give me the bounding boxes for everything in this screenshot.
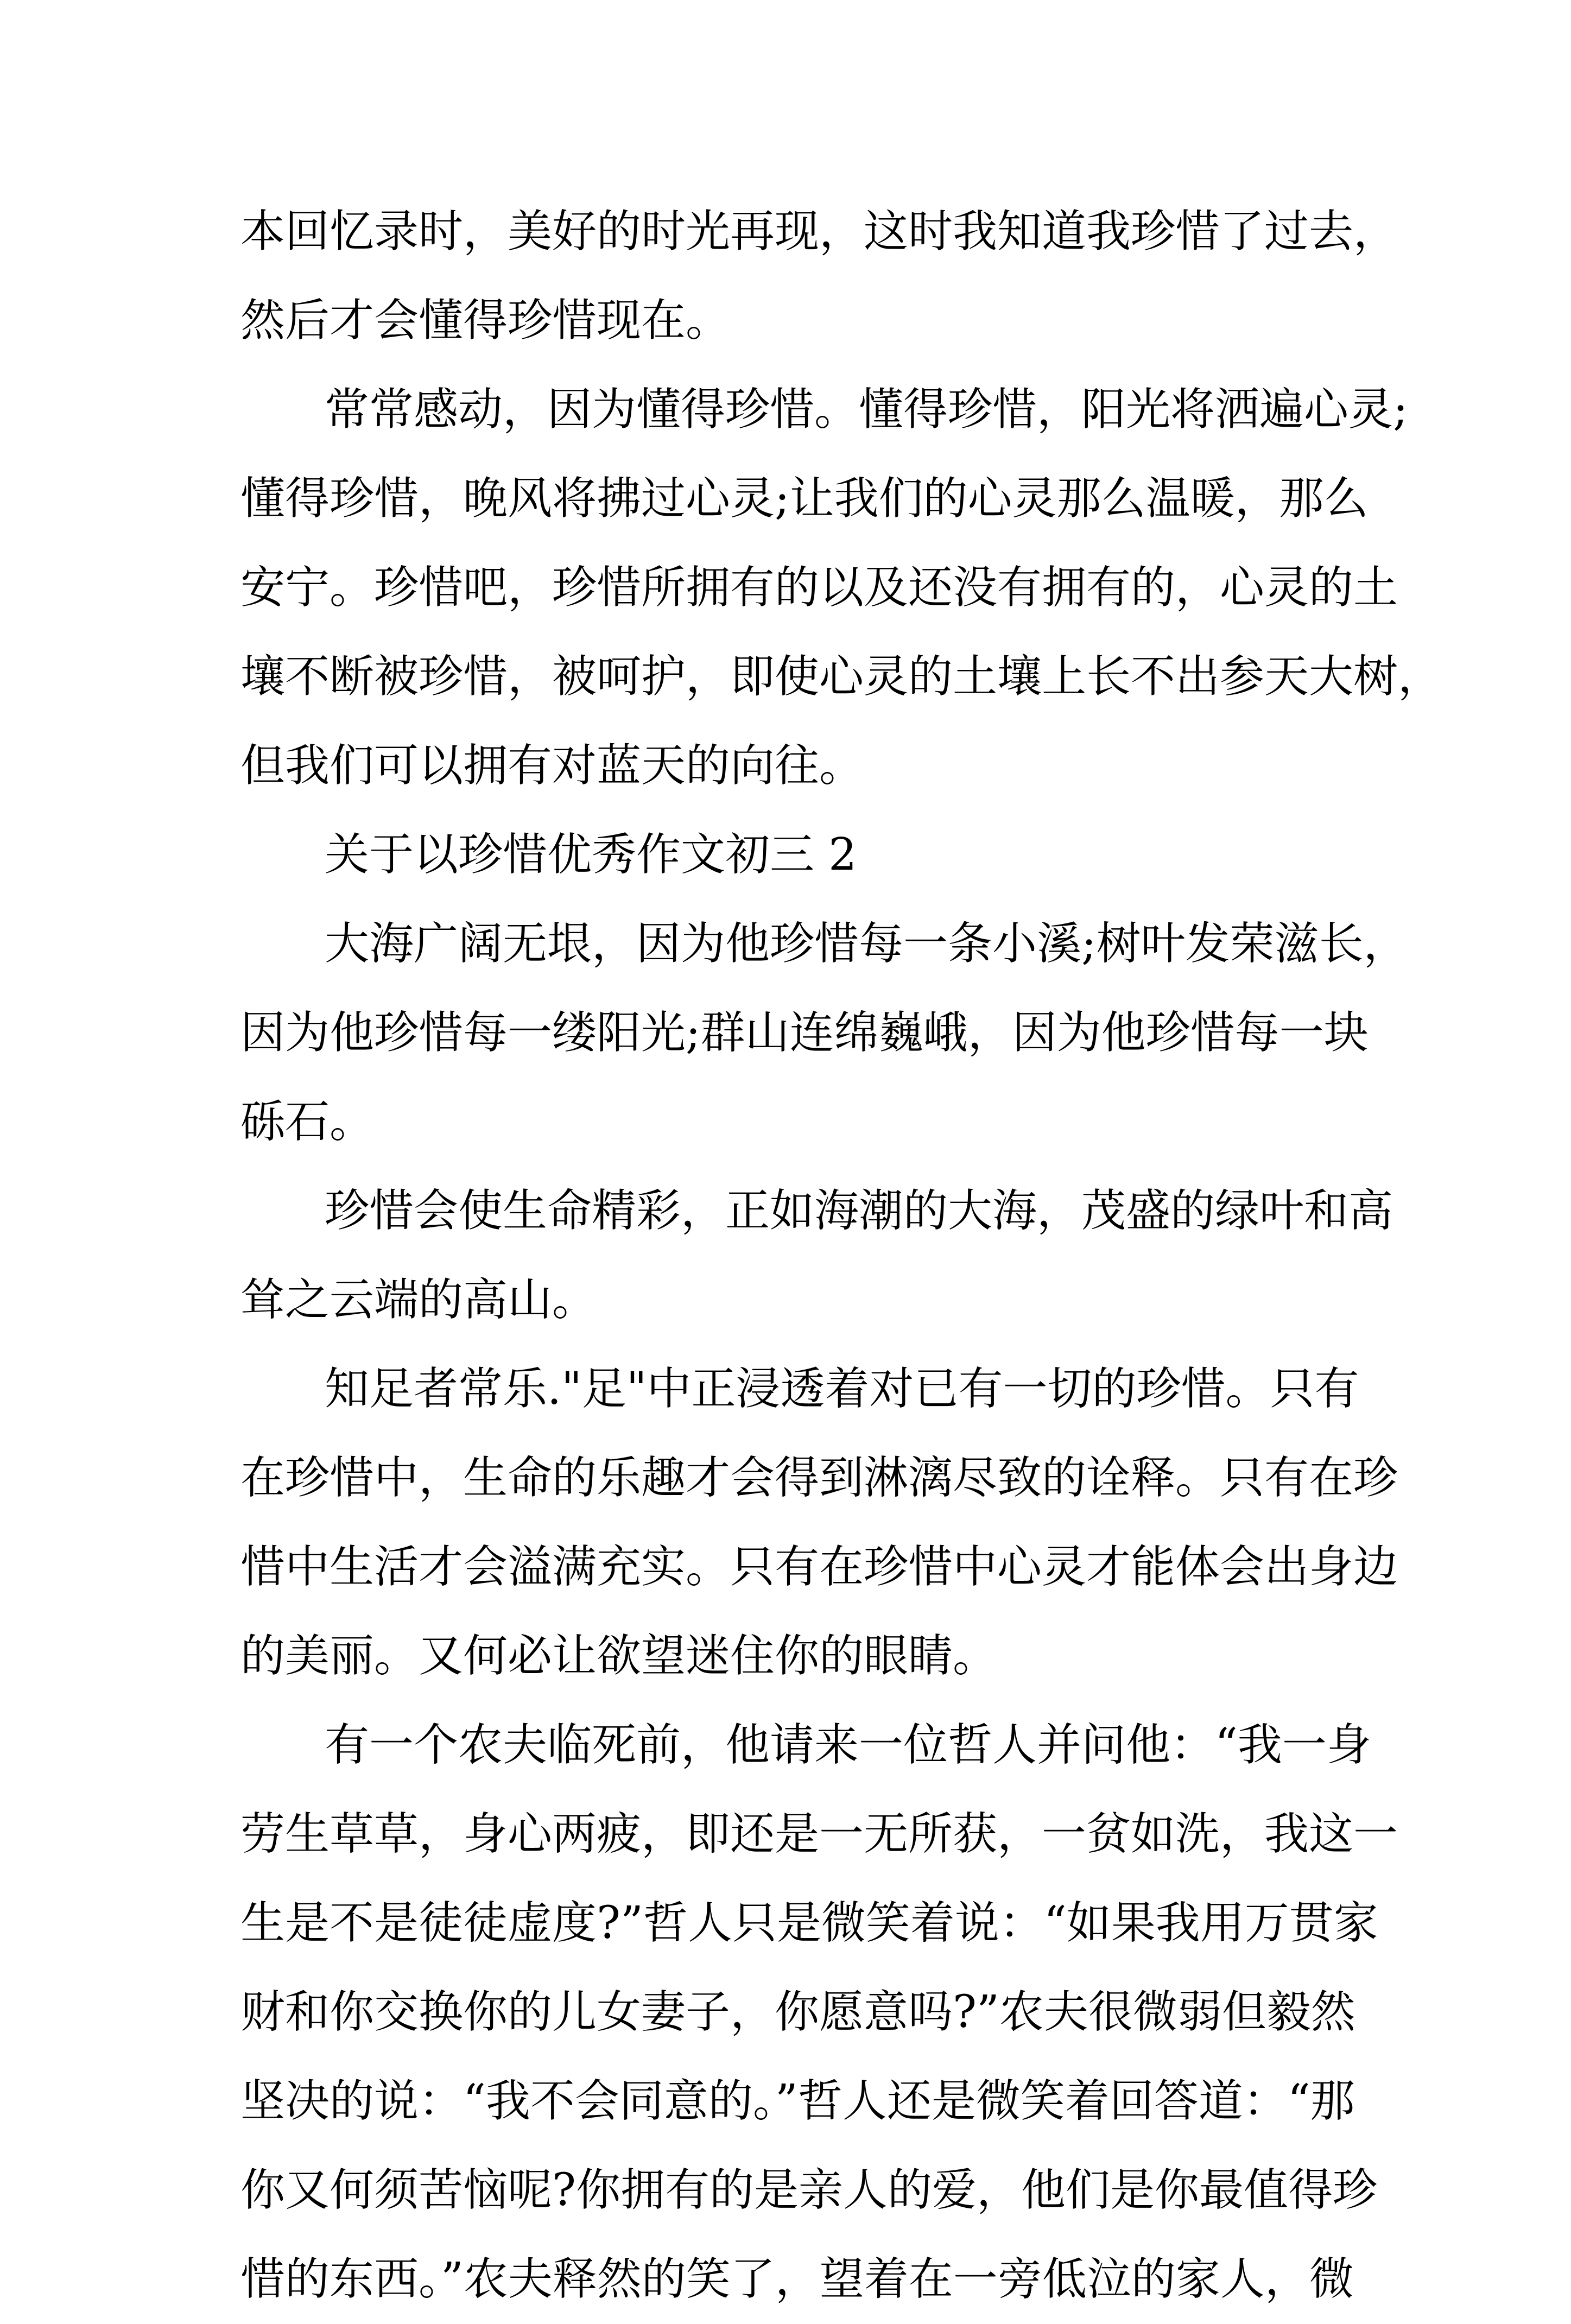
text-line: 有一个农夫临死前，他请来一位哲人并问他：“我一身 bbox=[325, 1719, 1371, 1771]
heading-text: 关于以珍惜优秀作文初三 2 bbox=[325, 829, 857, 881]
section-heading bbox=[240, 810, 1348, 900]
text-line: 坚决的说：“我不会同意的。”哲人还是微笑着回答道：“那 bbox=[240, 2075, 1355, 2127]
text-line: 因为他珍惜每一缕阳光;群山连绵巍峨，因为他珍惜每一块 bbox=[240, 1007, 1369, 1059]
text-line: 常常感动，因为懂得珍惜。懂得珍惜，阳光将洒遍心灵; bbox=[325, 384, 1408, 435]
text-line: 生是不是徒徒虚度?”哲人只是微笑着说：“如果我用万贯家 bbox=[240, 1897, 1378, 1949]
text-line: 大海广阔无垠，因为他珍惜每一条小溪;树叶发荣滋长， bbox=[325, 918, 1408, 970]
paragraph bbox=[240, 365, 1443, 810]
text-line: 懂得珍惜，晚风将拂过心灵;让我们的心灵那么温暖，那么 bbox=[240, 473, 1369, 524]
text-line: 砾石。 bbox=[240, 1096, 375, 1148]
text-line: 的美丽。又何必让欲望迷住你的眼睛。 bbox=[240, 1630, 998, 1682]
paragraph bbox=[240, 1345, 1398, 1701]
text-line: 珍惜会使生命精彩，正如海潮的大海，茂盛的绿叶和高 bbox=[325, 1185, 1393, 1237]
paragraph bbox=[240, 1167, 1393, 1345]
text-line: 惜的东西。”农夫释然的笑了，望着在一旁低泣的家人，微 bbox=[240, 2253, 1354, 2305]
text-line: 财和你交换你的儿女妻子，你愿意吗?”农夫很微弱但毅然 bbox=[240, 1986, 1355, 2038]
text-line: 安宁。珍惜吧，珍惜所拥有的以及还没有拥有的，心灵的土 bbox=[240, 562, 1398, 613]
text-line: 然后才会懂得珍惜现在。 bbox=[240, 295, 731, 346]
text-line: 你又何须苦恼呢?你拥有的是亲人的爱，他们是你最值得珍 bbox=[240, 2164, 1377, 2216]
text-line: 在珍惜中，生命的乐趣才会得到淋漓尽致的诠释。只有在珍 bbox=[240, 1452, 1398, 1504]
text-line: 壤不断被珍惜，被呵护，即使心灵的土壤上长不出参天大树， bbox=[240, 651, 1443, 702]
document-body bbox=[240, 187, 1443, 2324]
paragraph bbox=[240, 187, 1398, 365]
text-line: 惜中生活才会溢满充实。只有在珍惜中心灵才能体会出身边 bbox=[240, 1541, 1398, 1593]
paragraph bbox=[240, 1701, 1398, 2324]
text-line: 耸之云端的高山。 bbox=[240, 1274, 597, 1326]
text-line: 本回忆录时，美好的时光再现，这时我知道我珍惜了过去， bbox=[240, 206, 1398, 257]
text-line: 知足者常乐."足"中正浸透着对已有一切的珍惜。只有 bbox=[325, 1363, 1359, 1415]
paragraph bbox=[240, 900, 1408, 1167]
text-line: 但我们可以拥有对蓝天的向往。 bbox=[240, 740, 864, 791]
text-line: 劳生草草，身心两疲，即还是一无所获，一贫如洗，我这一 bbox=[240, 1808, 1398, 1860]
